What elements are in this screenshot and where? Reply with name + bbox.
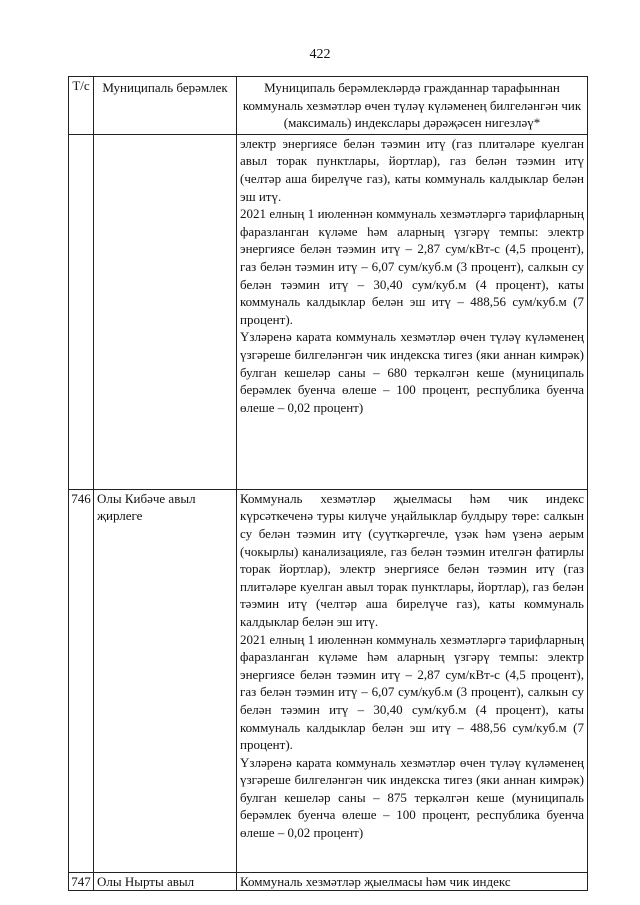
table-row bbox=[69, 134, 588, 489]
header-number: Т/с bbox=[69, 77, 94, 135]
basis-paragraph: Коммуналь хезмәтләр җыелмасы һәм чик индекс күрсәткеченә туры килүче уңайлыклар булдыру төре: салкын су белән тәэмин итү (суүткәргечле, үзәк һәм үзенә аерым (чокырлы) канализацияле, газ белән тәэмин ителгән фатирлы торак йортлар), электр энергиясе белән тәэмин итү (газ плитәләре куелган авыл торак пунктлары, йортлар), газ белән тәэмин итү (челтәр аша бирелүче газ), каты коммуналь калдыклар белән эш итү. bbox=[240, 490, 584, 629]
table-header-row bbox=[69, 77, 588, 135]
row-number bbox=[69, 134, 94, 489]
row-municipality: Олы Кибәче авыл җирлеге bbox=[94, 489, 237, 872]
row-basis bbox=[237, 872, 588, 891]
row-basis bbox=[237, 489, 588, 872]
header-basis: Муниципаль берәмлекләрдә гражданнар тарафыннан коммуналь хезмәтләр өчен түләү күләменең билгеләнгән чик (максималь) индекслары дәрәҗәсен нигезләү* bbox=[237, 77, 588, 135]
row-municipality bbox=[94, 134, 237, 489]
row-basis bbox=[237, 134, 588, 489]
basis-paragraph: Үзләренә карата коммуналь хезмәтләр өчен түләү күләменең үзгәреше билгеләнгән чик индекска тигез (яки аннан кимрәк) булган кешеләр саны – 680 теркәлгән кеше (муниципаль берәмлек буенча өлеше – 100 процент, республика буенча өлеше – 0,02 процент) bbox=[240, 329, 584, 415]
index-table bbox=[68, 76, 588, 891]
basis-paragraph: 2021 елның 1 июленнән коммуналь хезмәтләргә тарифларның фаразланган күләме һәм аларның үзгәрү темпы: электр энергиясе белән тәэмин итү – 2,87 сум/кВт-с (4,5 процент), газ белән тәэмин итү – 6,07 сум/куб.м (3 процент), салкын су белән тәэмин итү – 30,40 сум/куб.м (4 процент), каты коммуналь калдыклар белән эш итү – 488,56 сум/куб.м (7 процент). bbox=[240, 206, 584, 327]
row-number: 746 bbox=[69, 489, 94, 872]
basis-paragraph: Үзләренә карата коммуналь хезмәтләр өчен түләү күләменең үзгәреше билгеләнгән чик индекска тигез (яки аннан кимрәк) булган кешеләр саны – 875 теркәлгән кеше (муниципаль берәмлек буенча өлеше – 100 процент, республика буенча өлеше – 0,02 процент) bbox=[240, 754, 584, 841]
table-row bbox=[69, 489, 588, 872]
page-number: 422 bbox=[309, 47, 331, 62]
row-municipality: Олы Нырты авыл bbox=[94, 872, 237, 891]
table-row bbox=[69, 872, 588, 891]
row-number: 747 bbox=[69, 872, 94, 891]
header-municipality: Муниципаль берәмлек bbox=[94, 77, 237, 135]
basis-paragraph: Коммуналь хезмәтләр җыелмасы һәм чик индекс bbox=[240, 873, 511, 889]
basis-paragraph: 2021 елның 1 июленнән коммуналь хезмәтләргә тарифларның фаразланган күләме һәм аларның үзгәрү темпы: электр энергиясе белән тәэмин итү – 2,87 сум/кВт-с (4,5 процент), газ белән тәэмин итү – 6,07 сум/куб.м (3 процент), салкын су белән тәэмин итү – 30,40 сум/куб.м (4 процент), каты коммуналь калдыклар белән эш итү – 488,56 сум/куб.м (7 процент). bbox=[240, 631, 584, 753]
basis-paragraph: электр энергиясе белән тәэмин итү (газ плитәләре куелган авыл торак пунктлары, йортлар), газ белән тәэмин итү (челтәр аша бирелүче газ), каты коммуналь калдыклар белән эш итү. bbox=[240, 135, 584, 204]
